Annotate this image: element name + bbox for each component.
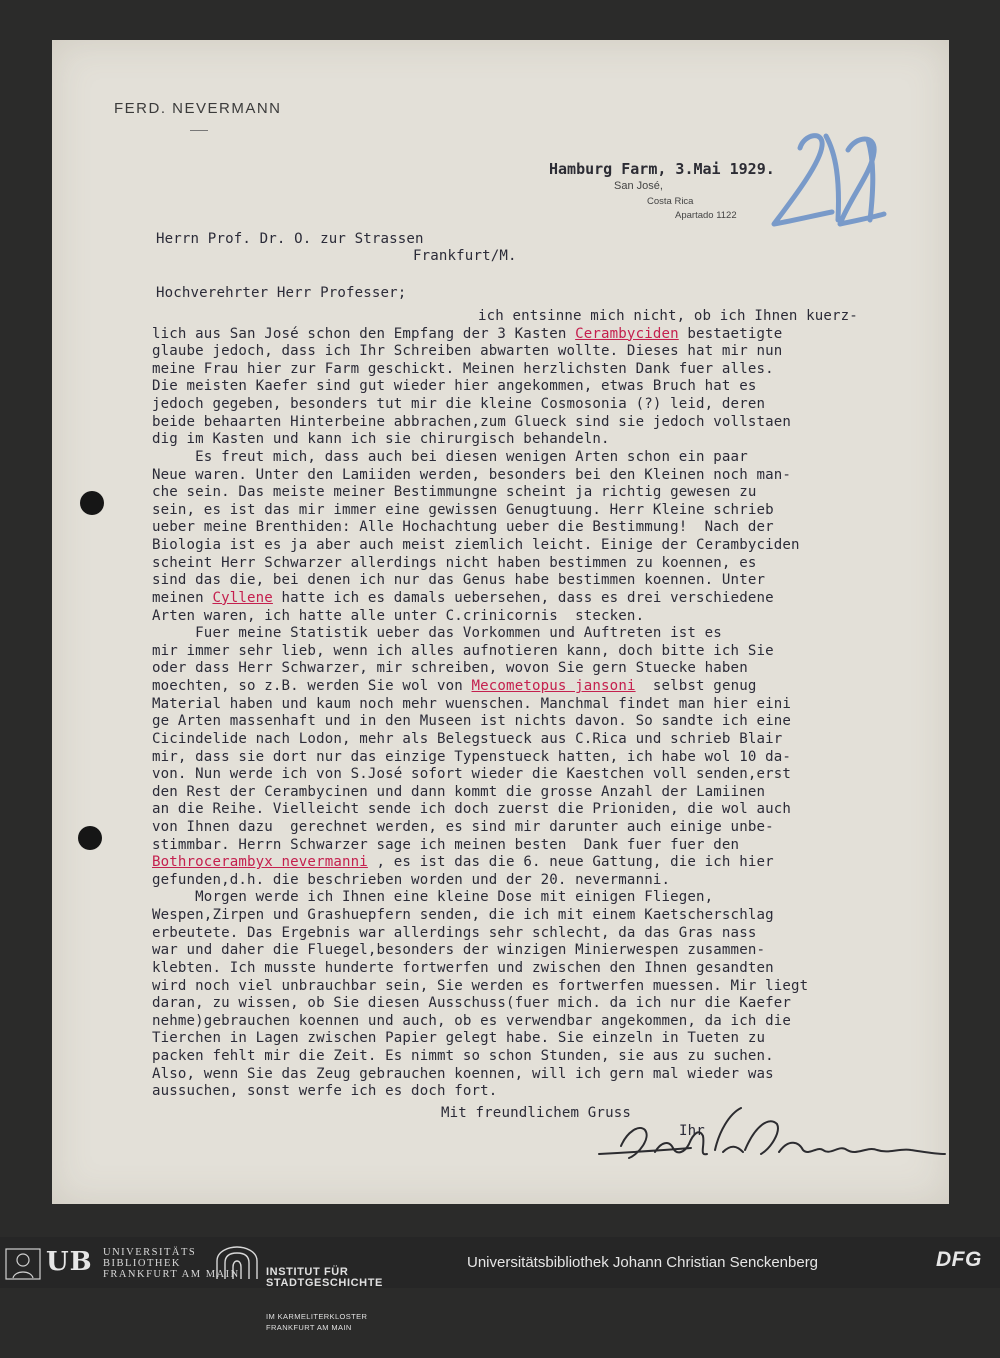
body-line: ueber meine Brenthiden: Alle Hochachtung ueber die Bestimmung! Nach der [152, 519, 774, 536]
signoff: Ihr [679, 1123, 705, 1139]
body-line: wird noch viel unbrauchbar sein, Sie werden es fortwerfen muessen. Mir liegt [152, 977, 809, 994]
body-line: oder dass Herr Schwarzer, mir schreiben, wovon Sie gern Stuecke haben [152, 660, 748, 677]
recipient-line-2: Frankfurt/M. [413, 248, 517, 264]
body-line: Neue waren. Unter den Lamiiden werden, besonders bei den Kleinen noch man- [152, 466, 792, 483]
body-line: Biologia ist es ja aber auch meist ziemlich leicht. Einige der Cerambyciden [152, 537, 800, 554]
highlighted-species-name: Cerambyciden [575, 325, 679, 342]
body-line: glaube jedoch, dass ich Ihr Schreiben abwarten wollte. Dieses hat mir nun [152, 343, 783, 360]
body-line: meinen Cyllene hatte ich es damals uebersehen, dass es drei verschiedene [152, 589, 774, 606]
closing: Mit freundlichem Gruss [441, 1105, 631, 1121]
institute-subtitle: IM KARMELITERKLOSTER FRANKFURT AM MAIN [266, 1312, 368, 1332]
footer-bar [0, 1237, 1000, 1332]
address-line-2: Costa Rica [647, 196, 694, 207]
body-line: mir immer sehr lieb, wenn ich alles aufnotieren kann, doch bitte ich Sie [152, 642, 774, 659]
address-line-1: San José, [614, 180, 663, 192]
body-line: von Ihnen dazu gerechnet werden, es sind mir darunter auch einige unbe- [152, 818, 774, 835]
body-line: Bothrocerambyx nevermanni , es ist das die 6. neue Gattung, die ich hier [152, 854, 774, 871]
handwritten-pencil-mark [762, 120, 892, 235]
body-line: Tierchen in Lagen zwischen Papier gelegt habe. Sie einzeln in Tueten zu [152, 1030, 766, 1047]
letterhead-rule [190, 130, 208, 131]
punch-hole-upper [80, 491, 104, 515]
highlighted-species-name: Mecometopus jansoni [471, 678, 636, 695]
body-line: war und daher die Fluegel,besonders der winzigen Minierwespen zusammen- [152, 942, 766, 959]
body-line: an die Reihe. Vielleicht sende ich doch zuerst die Prioniden, die wol auch [152, 801, 792, 818]
body-line: Cicindelide nach Lodon, mehr als Belegstueck aus C.Rica und schrieb Blair [152, 730, 783, 747]
footer-library-title: Universitätsbibliothek Johann Christian Senckenberg [467, 1254, 819, 1271]
body-line: Es freut mich, dass auch bei diesen wenigen Arten schon ein paar [152, 448, 748, 465]
body-line: nehme)gebrauchen koennen und auch, ob es verwendbar angekommen, da ich die [152, 1012, 792, 1029]
recipient-line-1: Herrn Prof. Dr. O. zur Strassen [156, 231, 424, 247]
body-line: che sein. Das meiste meiner Bestimmungne scheint ja richtig gewesen zu [152, 484, 757, 501]
body-line: ich entsinne mich nicht, ob ich Ihnen kuerz- [478, 308, 858, 324]
body-line: von. Nun werde ich von S.José sofort wieder die Kaestchen voll senden,erst [152, 766, 792, 783]
body-line: daran, zu wissen, ob Sie diesen Ausschuss(fuer mich. da ich nur die Kaefer [152, 995, 792, 1012]
body-line: meine Frau hier zur Farm geschickt. Meinen herzlichsten Dank fuer alles. [152, 360, 774, 377]
address-line-3: Apartado 1122 [675, 210, 737, 221]
body-line: sind das die, bei denen ich nur das Genus habe bestimmen koennen. Unter [152, 572, 766, 589]
handwritten-signature [595, 1102, 950, 1172]
dfg-logo: DFG [936, 1248, 982, 1271]
body-line: sein, es ist das mir immer eine gewissen Genugtuung. Herr Kleine schrieb [152, 501, 774, 518]
body-line: packen fehlt mir die Zeit. Es nimmt so schon Stunden, sie aus zu suchen. [152, 1048, 774, 1065]
body-line: Die meisten Kaefer sind gut wieder hier angekommen, etwas Bruch hat es [152, 378, 757, 395]
body-line: Morgen werde ich Ihnen eine kleine Dose mit einigen Fliegen, [152, 889, 714, 906]
institute-title: INSTITUT FÜR STADTGESCHICHTE [266, 1266, 383, 1289]
salutation: Hochverehrter Herr Professer; [156, 285, 407, 301]
body-line: moechten, so z.B. werden Sie wol von Mecometopus jansoni selbst genug [152, 678, 757, 695]
body-line: Fuer meine Statistik ueber das Vorkommen und Auftreten ist es [152, 625, 722, 642]
body-line: scheint Herr Schwarzer allerdings nicht haben bestimmen zu koennen, es [152, 554, 757, 571]
ub-library-name: UNIVERSITÄTS BIBLIOTHEK FRANKFURT AM MAIN [103, 1247, 240, 1280]
body-line: aussuchen, sonst werfe ich es doch fort. [152, 1083, 498, 1100]
body-line: den Rest der Cerambycinen und dann kommt die grosse Anzahl der Lamiinen [152, 783, 766, 800]
body-line: Also, wenn Sie das Zeug gebrauchen koennen, will ich gern mal wieder was [152, 1065, 774, 1082]
institute-logo [215, 1245, 261, 1281]
highlighted-species-name: Cyllene [212, 589, 273, 606]
highlighted-species-name: Bothrocerambyx nevermanni [152, 854, 368, 871]
body-line: Material haben und kaum noch mehr wuenschen. Manchmal findet man hier eini [152, 695, 792, 712]
body-line: dig im Kasten und kann ich sie chirurgisch behandeln. [152, 431, 610, 448]
body-line: stimmbar. Herrn Schwarzer sage ich meinen besten Dank fuer fuer den [152, 836, 740, 853]
body-line: erbeutete. Das Ergebnis war allerdings sehr schlecht, da das Gras nass [152, 924, 757, 941]
body-line: mir, dass sie dort nur das einzige Typenstueck hatten, ich habe wol 10 da- [152, 748, 792, 765]
body-line: Wespen,Zirpen und Grashuepfern senden, die ich mit einem Kaetscherschlag [152, 907, 774, 924]
body-line: jedoch gegeben, besonders tut mir die kleine Cosmosonia (?) leid, deren [152, 396, 766, 413]
date-line: Hamburg Farm, 3.Mai 1929. [549, 160, 775, 178]
ub-logo-text: UB [46, 1247, 93, 1277]
letterhead-name: FERD. NEVERMANN [114, 100, 282, 117]
institute-name [266, 1245, 383, 1355]
body-line: klebten. Ich musste hunderte fortwerfen und zwischen den Ihnen gesandten [152, 959, 774, 976]
punch-hole-lower [78, 826, 102, 850]
body-line: lich aus San José schon den Empfang der 3 Kasten Cerambyciden bestaetigte [152, 325, 783, 342]
body-line: Arten waren, ich hatte alle unter C.crinicornis stecken. [152, 607, 645, 624]
ub-library-logo [5, 1248, 41, 1280]
body-line: ge Arten massenhaft und in den Museen ist nichts davon. So sandte ich eine [152, 713, 792, 730]
body-line: beide behaarten Hinterbeine abbrachen,zum Glueck sind sie jedoch vollstaen [152, 413, 792, 430]
body-line: gefunden,d.h. die beschrieben worden und der 20. nevermanni. [152, 871, 671, 888]
